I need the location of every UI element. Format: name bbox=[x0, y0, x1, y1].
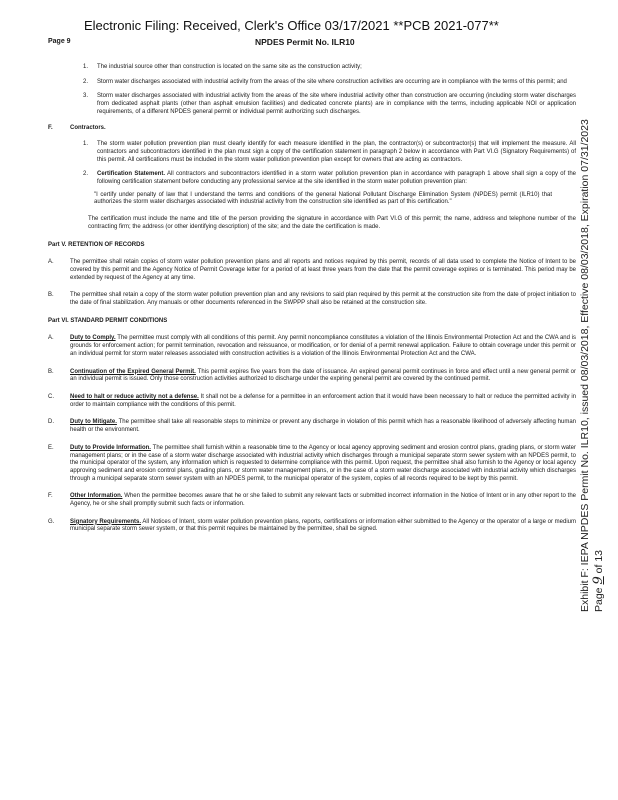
item-letter: A. bbox=[48, 335, 54, 342]
item-body: The permittee must comply with all conditions of this permit. Any permit noncompliance constitutes a violation of the Illinois Environmental Protection Act and the CWA and is grounds for enforcement action; for permit termination, revocation and reissuance, or modification, or for denial of a permit renewal application. Failure to obtain coverage under this permit or an individual permit for storm water releases associated with construction activities is a violation of the Illinois Environmental Protection Act and the CWA. bbox=[70, 335, 577, 357]
item-body: This permit expires five years from the date of issuance. An expired general permit continues in force and effect until a new general permit or an individual permit is issued. Only those construction activities authorized to discharge under the expiring general permit are covered by the continued permit. bbox=[70, 368, 577, 383]
list-item bbox=[68, 141, 576, 164]
list-item bbox=[48, 292, 576, 307]
item-body: It shall not be a defense for a permittee in an enforcement action that it would have been necessary to halt or reduce the permitted activity in order to maintain compliance with the conditions of this permit. bbox=[70, 393, 576, 408]
list-item bbox=[68, 79, 576, 87]
part-v-heading: Part V. RETENTION OF RECORDS bbox=[48, 241, 145, 248]
part-vi-heading: Part VI. STANDARD PERMIT CONDITIONS bbox=[48, 317, 168, 324]
item-text bbox=[70, 493, 576, 508]
item-letter: D. bbox=[48, 419, 54, 426]
item-text bbox=[70, 419, 576, 434]
item-letter: F. bbox=[48, 493, 53, 500]
item-title: Need to halt or reduce activity not a defense. bbox=[70, 393, 199, 400]
item-text: Storm water discharges associated with industrial activity from the areas of the site where industrial activity other than construction are occurring (including storm water discharges from dedicated asphalt plants (other than asphalt emulsion facilities) and dedicated concrete plants) are in compliance with the terms, including applicable NOI or application requirements, of a different NPDES general permit or individual permit authorizing such discharges. bbox=[97, 93, 576, 115]
item-body: When the permittee becomes aware that he or she failed to submit any relevant facts or submitted incorrect information in the Notice of Intent or in any other report to the Agency, he or she shall promptly submit such facts or information. bbox=[70, 493, 576, 508]
item-letter: A. bbox=[48, 259, 54, 266]
item-letter: C. bbox=[48, 393, 54, 400]
item-text: The storm water pollution prevention plan must clearly identify for each measure identified in the plan, the contractor(s) or subcontractor(s) that will implement the measure. All contractors and subcontractors identified in the plan must sign a copy of the certification statement in paragraph 2 below in accordance with Part VI.G (Signatory Requirements) of this permit. All certifications must be included in the storm water pollution prevention plan except for owners that are acting as contractors. bbox=[97, 141, 576, 163]
item-title: Continuation of the Expired General Permit. bbox=[70, 368, 196, 375]
item-title: Other Information. bbox=[70, 493, 123, 500]
item-letter: G. bbox=[48, 518, 55, 525]
permit-title: NPDES Permit No. ILR10 bbox=[255, 37, 355, 47]
section-letter: F. bbox=[48, 124, 53, 131]
list-item bbox=[48, 259, 576, 282]
list-item bbox=[48, 394, 576, 409]
certification-quote: "I certify under penalty of law that I understand the terms and conditions of the general National Pollutant Discharge Elimination System (NPDES) permit (ILR10) that authorizes the storm water discharges associated with industrial activity from the construction site identified as part of this certification." bbox=[94, 191, 552, 206]
item-letter: B. bbox=[48, 368, 54, 375]
list-item bbox=[48, 519, 576, 534]
list-item bbox=[68, 64, 576, 72]
item-number: 2. bbox=[82, 78, 88, 85]
handwritten-page-number: 9 bbox=[591, 576, 606, 585]
item-number: 1. bbox=[82, 141, 88, 148]
list-item bbox=[48, 445, 576, 484]
item-text: The permittee shall retain copies of storm water pollution prevention plans and all reports and notices required by this permit, records of all data used to complete the Notice of Intent to be covered by this permit and the Agency Notice of Permit Coverage letter for a period of at least three years from the date that the permit coverage expires or is terminated. This period may be extended by request of the Agency at any time. bbox=[70, 259, 576, 281]
item-number: 1. bbox=[82, 64, 88, 70]
item-text bbox=[70, 335, 576, 358]
list-item bbox=[68, 93, 576, 116]
section-f-heading bbox=[48, 125, 576, 133]
item-letter: B. bbox=[48, 292, 54, 299]
certification-requirements: The certification must include the name and title of the person providing the signature in accordance with Part VI.G of this permit; the name, address and telephone number of the contracting firm; the address (or other identifying description) of the site; and the date the certification is made. bbox=[88, 216, 576, 230]
document-body bbox=[48, 64, 576, 544]
item-number: 2. bbox=[82, 171, 88, 178]
item-title: Duty to Comply. bbox=[70, 335, 116, 342]
item-text: Storm water discharges associated with industrial activity from the areas of the site where construction activities are occurring are in compliance with the terms of this permit; and bbox=[97, 78, 567, 85]
item-text: The permittee shall retain a copy of the storm water pollution prevention plan and any revisions to said plan required by this permit at the construction site from the date of project initiation to the date of final stabilization. Any manuals or other documents referenced in the SWPPP shall also be retained at the construction site. bbox=[70, 292, 576, 307]
section-title: Contractors. bbox=[70, 124, 106, 131]
efiling-stamp: Electronic Filing: Received, Clerk's Office 03/17/2021 **PCB 2021-077** bbox=[84, 18, 499, 33]
list-item bbox=[48, 369, 576, 384]
item-body: All contractors and subcontractors identified in a storm water pollution prevention plan in accordance with paragraph 1 above shall sign a copy of the following certification statement before conducting any professional service at the site identified in the storm water pollution prevention plan: bbox=[97, 171, 576, 186]
item-body: The permittee shall take all reasonable steps to minimize or prevent any discharge in violation of this permit which has a reasonable likelihood of adversely affecting human health or the environment. bbox=[70, 419, 577, 434]
exhibit-page-line bbox=[592, 92, 606, 612]
exhibit-stamp bbox=[578, 92, 606, 612]
exhibit-label: Exhibit F: IEPA NPDES Permit No. ILR10, issued 08/03/2018, Effective 08/03/2018, Expiration 07/31/2023 bbox=[579, 119, 591, 612]
item-title: Duty to Mitigate. bbox=[70, 419, 117, 426]
list-item bbox=[68, 171, 576, 186]
exhibit-page-suffix: of 13 bbox=[593, 549, 605, 574]
item-text bbox=[70, 519, 576, 534]
item-title: Signatory Requirements. bbox=[70, 518, 142, 525]
item-text bbox=[97, 171, 576, 186]
exhibit-page-prefix: Page bbox=[593, 587, 605, 612]
item-body: All Notices of Intent, storm water pollution prevention plans, reports, certifications or information either submitted to the Agency or the operator of a large or medium municipal separate storm sewer system, or that this permit requires be maintained by the permittee, shall be signed. bbox=[70, 518, 576, 533]
item-text: The industrial source other than construction is located on the same site as the construction activity; bbox=[97, 64, 362, 70]
item-title: Duty to Provide Information. bbox=[70, 444, 151, 451]
page-label: Page 9 bbox=[48, 38, 71, 45]
item-text bbox=[70, 445, 576, 484]
list-item bbox=[48, 335, 576, 358]
item-text bbox=[70, 394, 576, 409]
list-item bbox=[48, 493, 576, 508]
item-number: 3. bbox=[82, 93, 88, 100]
item-letter: E. bbox=[48, 444, 54, 451]
item-body: The permittee shall furnish within a reasonable time to the Agency or local agency approving sediment and erosion control plans, grading plans, or storm water management plans; or in the case of a storm water discharge associated with industrial activity which discharges through a municipal separate storm sewer system with an NPDES permit, to the municipal operator of the system, any information which is requested to determine compliance with this permit. Upon request, the permittee shall also furnish to the Agency or local agency approving sediment and erosion control plans, grading plans, or storm water management plans, or in the case of a storm water discharge associated with industrial activity which discharges through a municipal separate storm sewer system with an NPDES permit, to the municipal operator of the system, copies of all records required to be kept by this permit. bbox=[70, 444, 577, 482]
list-item bbox=[48, 419, 576, 434]
item-heading: Certification Statement. bbox=[97, 171, 166, 178]
item-text bbox=[70, 369, 576, 384]
